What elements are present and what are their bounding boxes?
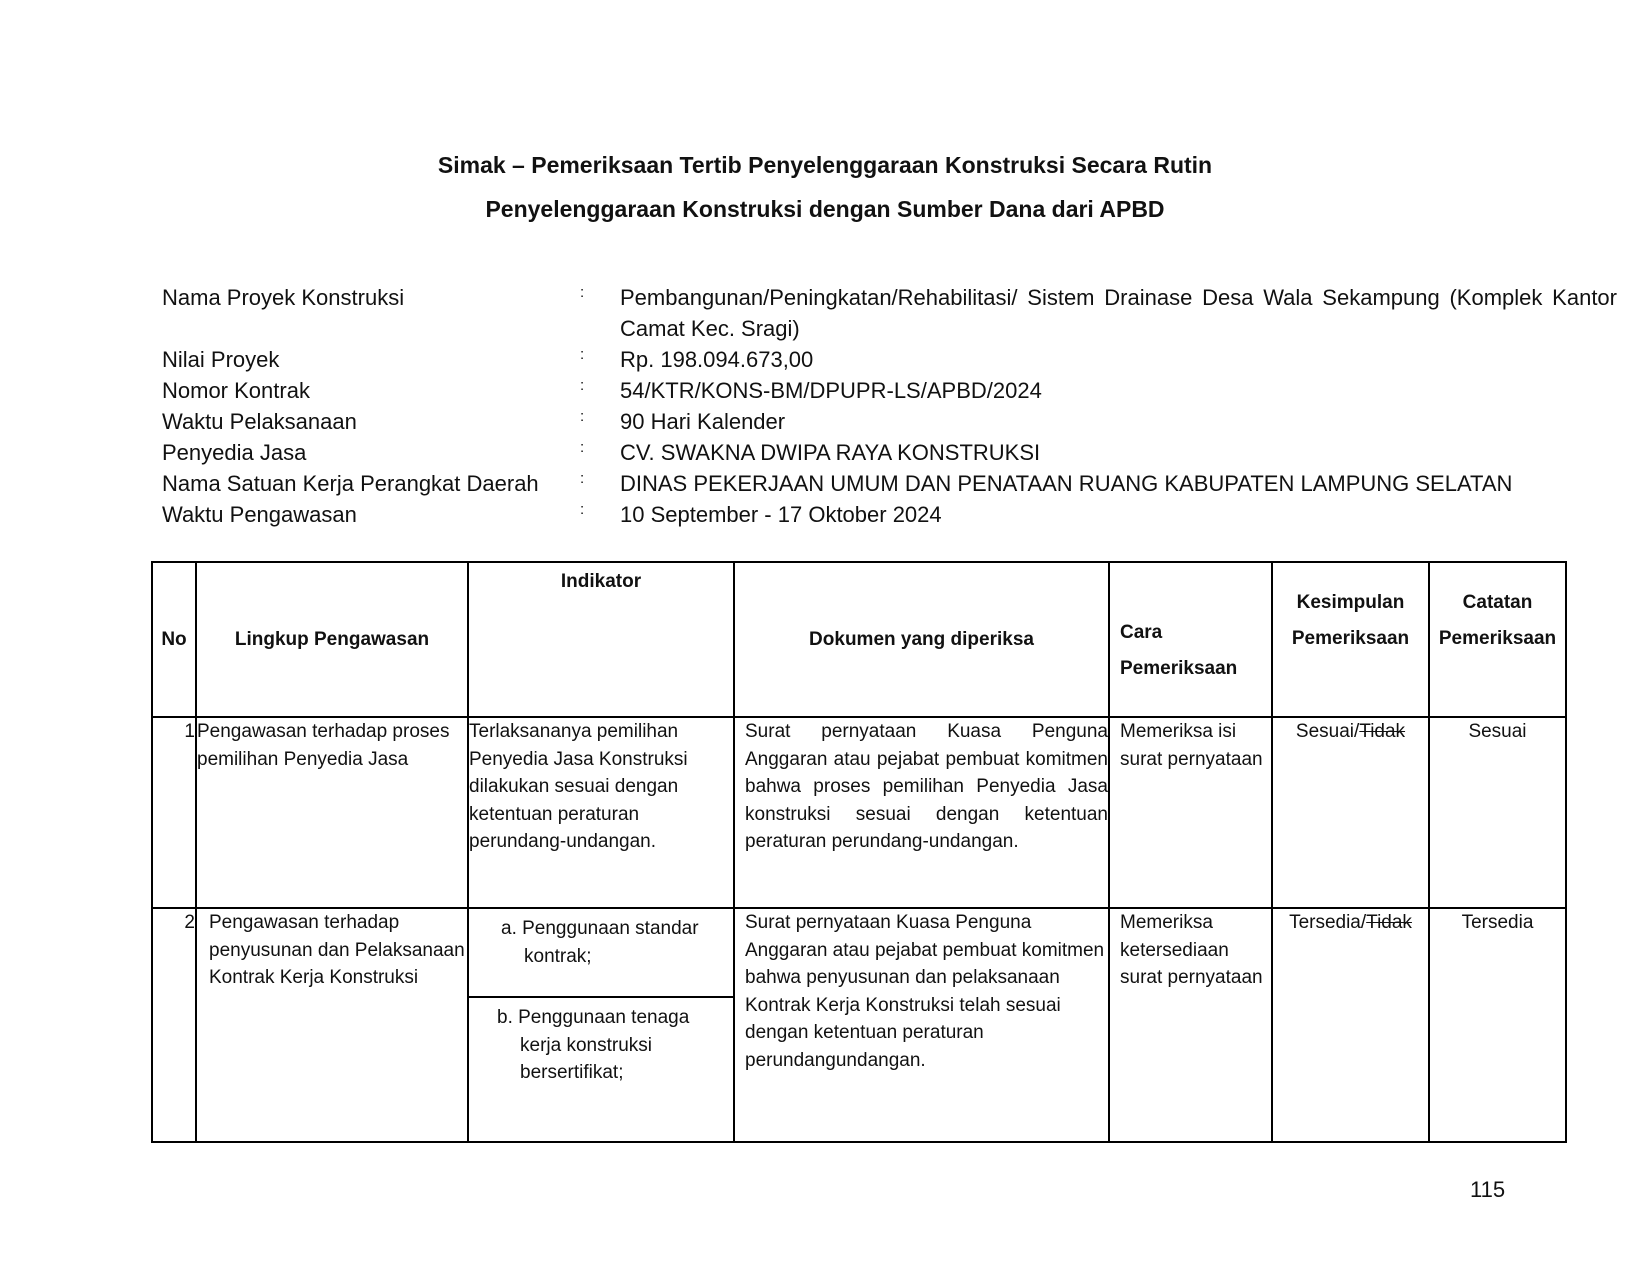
info-label: Penyedia Jasa (162, 440, 307, 465)
cell-cara: Memeriksa ketersediaan surat pernyataan (1109, 908, 1272, 1142)
info-colon: : (580, 501, 585, 518)
page-number: 115 (1470, 1177, 1506, 1202)
cell-catatan: Tersedia (1429, 908, 1566, 1142)
info-value: 54/KTR/KONS-BM/DPUPR-LS/APBD/2024 (620, 378, 1042, 403)
info-row (162, 375, 1617, 406)
header-dokumen: Dokumen yang diperiksa (734, 562, 1109, 717)
info-value: 90 Hari Kalender (620, 409, 786, 434)
info-colon: : (580, 470, 585, 487)
info-label: Nilai Proyek (162, 347, 280, 372)
cell-lingkup: Pengawasan terhadap proses pemilihan Penyedia Jasa (196, 717, 468, 908)
cell-no: 2 (152, 908, 196, 1142)
info-row (162, 468, 1617, 499)
header-cara-line1: Cara (1120, 621, 1163, 643)
info-row (162, 499, 1617, 530)
info-colon: : (580, 439, 585, 456)
info-row (162, 406, 1617, 437)
kesimpulan-text: Tersedia/ (1289, 912, 1367, 933)
table-row (152, 908, 1566, 1142)
cell-catatan: Sesuai (1429, 717, 1566, 908)
cell-indikator: Terlaksananya pemilihan Penyedia Jasa Konstruksi dilakukan sesuai dengan ketentuan peraturan perundang-undangan. (468, 717, 734, 908)
info-colon: : (580, 408, 585, 425)
info-label: Nama Proyek Konstruksi (162, 285, 405, 310)
header-kesimpulan (1272, 562, 1429, 717)
kesimpulan-text: Sesuai/ (1295, 721, 1360, 742)
document-subtitle: Penyelenggaraan Konstruksi dengan Sumber Dana dari APBD (485, 196, 1165, 222)
indikator-b (469, 998, 733, 1093)
info-label: Waktu Pengawasan (162, 502, 357, 527)
document-title: Simak – Pemeriksaan Tertib Penyelenggaraan Konstruksi Secara Rutin (437, 152, 1213, 178)
info-colon: : (580, 284, 585, 301)
info-colon: : (580, 377, 585, 394)
table-row (152, 717, 1566, 908)
cell-no: 1 (152, 717, 196, 908)
indikator-b-text: b. Penggunaan tenaga kerja konstruksi bersertifikat; (497, 1007, 690, 1083)
cell-dokumen: Surat pernyataan Kuasa Penguna Anggaran atau pejabat pembuat komitmen bahwa proses pemilihan Penyedia Jasa konstruksi sesuai dengan ketentuan peraturan perundang-undangan. (734, 717, 1109, 908)
header-lingkup: Lingkup Pengawasan (196, 562, 468, 717)
indikator-a (469, 909, 733, 998)
info-value: 10 September - 17 Oktober 2024 (620, 502, 942, 527)
header-catatan-line2: Pemeriksaan (1438, 628, 1557, 649)
info-label: Nama Satuan Kerja Perangkat Daerah (162, 471, 539, 496)
info-row (162, 344, 1617, 375)
header-kesimpulan-line2: Pemeriksaan (1291, 628, 1410, 649)
cell-indikator (468, 908, 734, 1142)
header-kesimpulan-line1: Kesimpulan (1296, 592, 1405, 613)
project-info (162, 282, 1617, 530)
info-label: Nomor Kontrak (162, 378, 310, 403)
info-label: Waktu Pelaksanaan (162, 409, 357, 434)
cell-kesimpulan (1272, 908, 1429, 1142)
header-catatan (1429, 562, 1566, 717)
info-value: Rp. 198.094.673,00 (620, 347, 814, 372)
kesimpulan-struck-text: Tidak (1359, 721, 1406, 742)
info-row (162, 282, 1617, 344)
cell-dokumen: Surat pernyataan Kuasa Penguna Anggaran atau pejabat pembuat komitmen bahwa penyusunan dan pelaksanaan Kontrak Kerja Konstruksi telah sesuai dengan ketentuan peraturan perundangundangan. (734, 908, 1109, 1142)
info-row (162, 437, 1617, 468)
info-value: Pembangunan/Peningkatan/Rehabilitasi/ Sistem Drainase Desa Wala Sekampung (Komplek Kantor Camat Kec. Sragi) (620, 285, 1617, 341)
kesimpulan-struck-text: Tidak (1366, 912, 1412, 933)
cell-kesimpulan (1272, 717, 1429, 908)
header-no: No (152, 562, 196, 717)
table-header-row (152, 562, 1566, 717)
inspection-table (151, 561, 1567, 1143)
header-indikator: Indikator (468, 562, 734, 717)
header-cara (1109, 562, 1272, 717)
indikator-a-text: a. Penggunaan standar kontrak; (501, 918, 699, 967)
cell-cara: Memeriksa isi surat pernyataan (1109, 717, 1272, 908)
header-catatan-line1: Catatan (1462, 592, 1533, 613)
cell-lingkup: Pengawasan terhadap penyusunan dan Pelaksanaan Kontrak Kerja Konstruksi (196, 908, 468, 1142)
header-cara-line2: Pemeriksaan (1120, 657, 1238, 679)
info-colon: : (580, 346, 585, 363)
info-value: DINAS PEKERJAAN UMUM DAN PENATAAN RUANG KABUPATEN LAMPUNG SELATAN (620, 471, 1513, 496)
info-value: CV. SWAKNA DWIPA RAYA KONSTRUKSI (620, 440, 1041, 465)
